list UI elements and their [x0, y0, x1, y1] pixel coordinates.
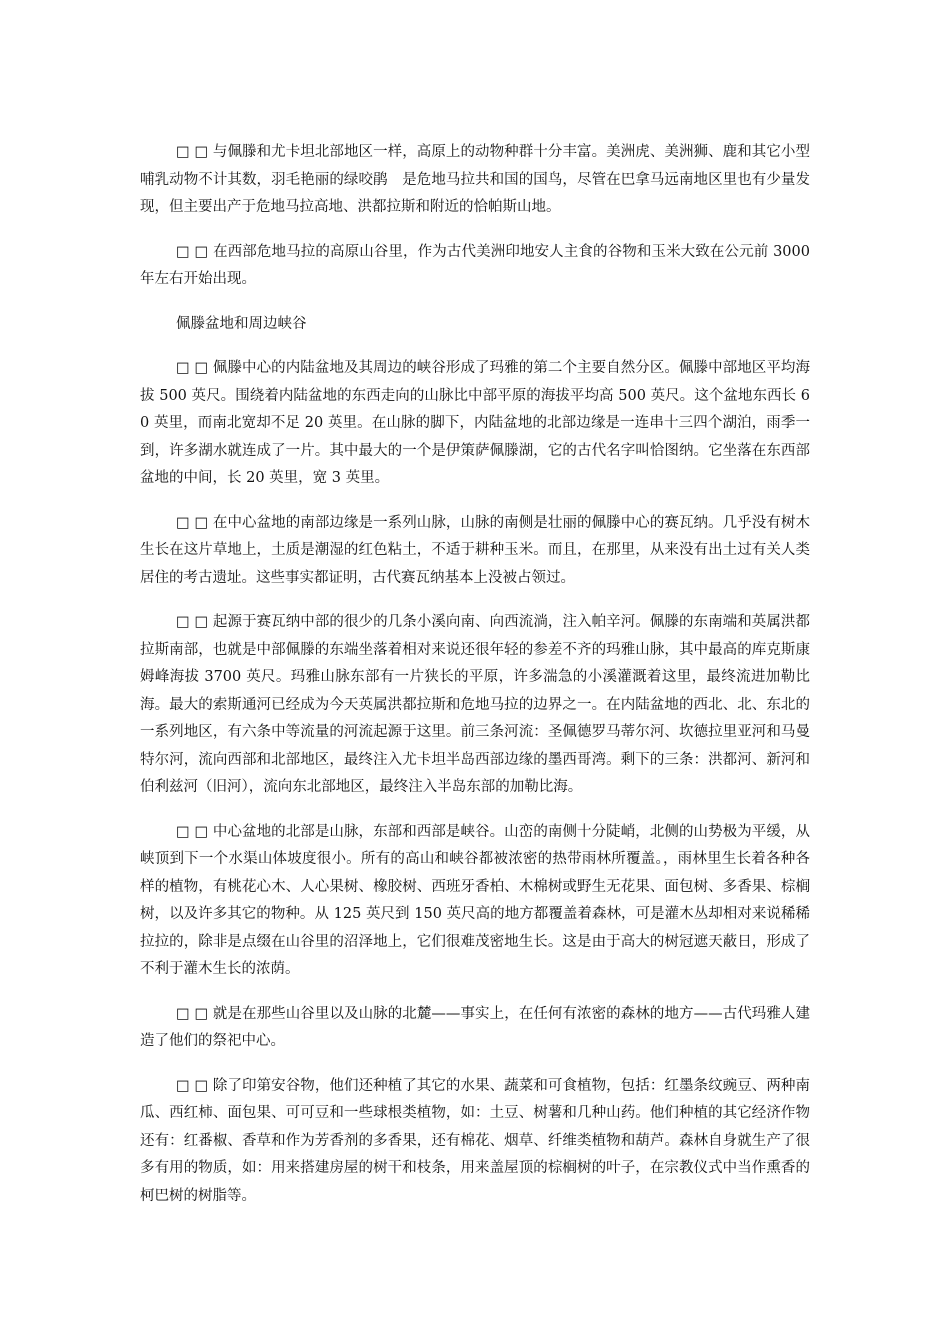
- paragraph-ceremonial-centers: □ □ 就是在那些山谷里以及山脉的北麓——事实上，在任何有浓密的森林的地方——古代玛雅人建造了他们的祭祀中心。: [140, 1005, 810, 1049]
- section-heading: 佩滕盆地和周边峡谷: [176, 315, 307, 332]
- document-body: [140, 139, 810, 1227]
- paragraph-maize-origin: □ □ 在西部危地马拉的高原山谷里，作为古代美洲印地安人主食的谷物和玉米大致在公元前 3000 年左右开始出现。: [140, 243, 810, 287]
- paragraph-fauna: □ □ 与佩滕和尤卡坦北部地区一样，高原上的动物种群十分丰富。美洲虎、美洲狮、鹿和其它小型哺乳动物不计其数，羽毛艳丽的绿咬鹃 是危地马拉共和国的国鸟，尽管在巴拿马远南地区里也有少量发现，但主要出产于危地马拉高地、洪都拉斯和附近的恰帕斯山地。: [140, 144, 810, 215]
- paragraph-central-basin: □ □ 佩滕中心的内陆盆地及其周边的峡谷形成了玛雅的第二个主要自然分区。佩滕中部地区平均海拔 500 英尺。围绕着内陆盆地的东西走向的山脉比中部平原的海拔平均高 500 英尺。这个盆地东西长 60 英里，而南北宽却不足 20 英里。在山脉的脚下，内陆盆地的北部边缘是一连串十三四个湖泊，雨季一到，许多湖水就连成了一片。其中最大的一个是伊策萨佩滕湖，它的古代名字叫恰图纳。它坐落在东西部盆地的中间，长 20 英里，宽 3 英里。: [140, 360, 810, 486]
- paragraph-rivers: □ □ 起源于赛瓦纳中部的很少的几条小溪向南、向西流淌，注入帕辛河。佩滕的东南端和英属洪都拉斯南部，也就是中部佩滕的东端坐落着相对来说还很年轻的参差不齐的玛雅山脉，其中最高的库克斯康姆峰海拔 3700 英尺。玛雅山脉东部有一片狭长的平原，许多湍急的小溪灌溉着这里，最终流进加勒比海。最大的索斯通河已经成为今天英属洪都拉斯和危地马拉的边界之一。在内陆盆地的西北、北、东北的一系列地区，有六条中等流量的河流起源于这里。前三条河流：圣佩德罗马蒂尔河、坎德拉里亚河和马曼特尔河，流向西部和北部地区，最终注入尤卡坦半岛西部边缘的墨西哥湾。剩下的三条：洪都河、新河和伯利兹河（旧河），流向东北部地区，最终注入半岛东部的加勒比海。: [140, 614, 810, 795]
- paragraph-savanna: □ □ 在中心盆地的南部边缘是一系列山脉，山脉的南侧是壮丽的佩滕中心的赛瓦纳。几乎没有树木生长在这片草地上，土质是潮湿的红色粘土，不适于耕种玉米。而且，在那里，从来没有出土过有关人类居住的考古遗址。这些事实都证明，古代赛瓦纳基本上没被占领过。: [140, 514, 810, 586]
- paragraph-crops: □ □ 除了印第安谷物，他们还种植了其它的水果、蔬菜和可食植物，包括：红墨条纹豌豆、两种南瓜、西红柿、面包果、可可豆和一些球根类植物，如：土豆、树薯和几种山药。他们种植的其它经济作物还有：红番椒、香草和作为芳香剂的多香果，还有棉花、烟草、纤维类植物和葫芦。森林自身就生产了很多有用的物质，如：用来搭建房屋的树干和枝条，用来盖屋顶的棕榈树的叶子，在宗教仪式中当作熏香的柯巴树的树脂等。: [140, 1077, 810, 1204]
- paragraph-rainforest: □ □ 中心盆地的北部是山脉，东部和西部是峡谷。山峦的南侧十分陡峭，北侧的山势极为平缓，从峡顶到下一个水渠山体坡度很小。所有的高山和峡谷都被浓密的热带雨林所覆盖。，雨林里生长着各种各样的植物，有桃花心木、人心果树、橡胶树、西班牙香柏、木棉树或野生无花果、面包树、多香果、棕榈树，以及许多其它的物种。从 125 英尺到 150 英尺高的地方都覆盖着森林，可是灌木丛却相对来说稀稀拉拉的，除非是点缀在山谷里的沼泽地上，它们很难茂密地生长。这是由于高大的树冠遮天蔽日，形成了不利于灌木生长的浓荫。: [140, 823, 810, 977]
